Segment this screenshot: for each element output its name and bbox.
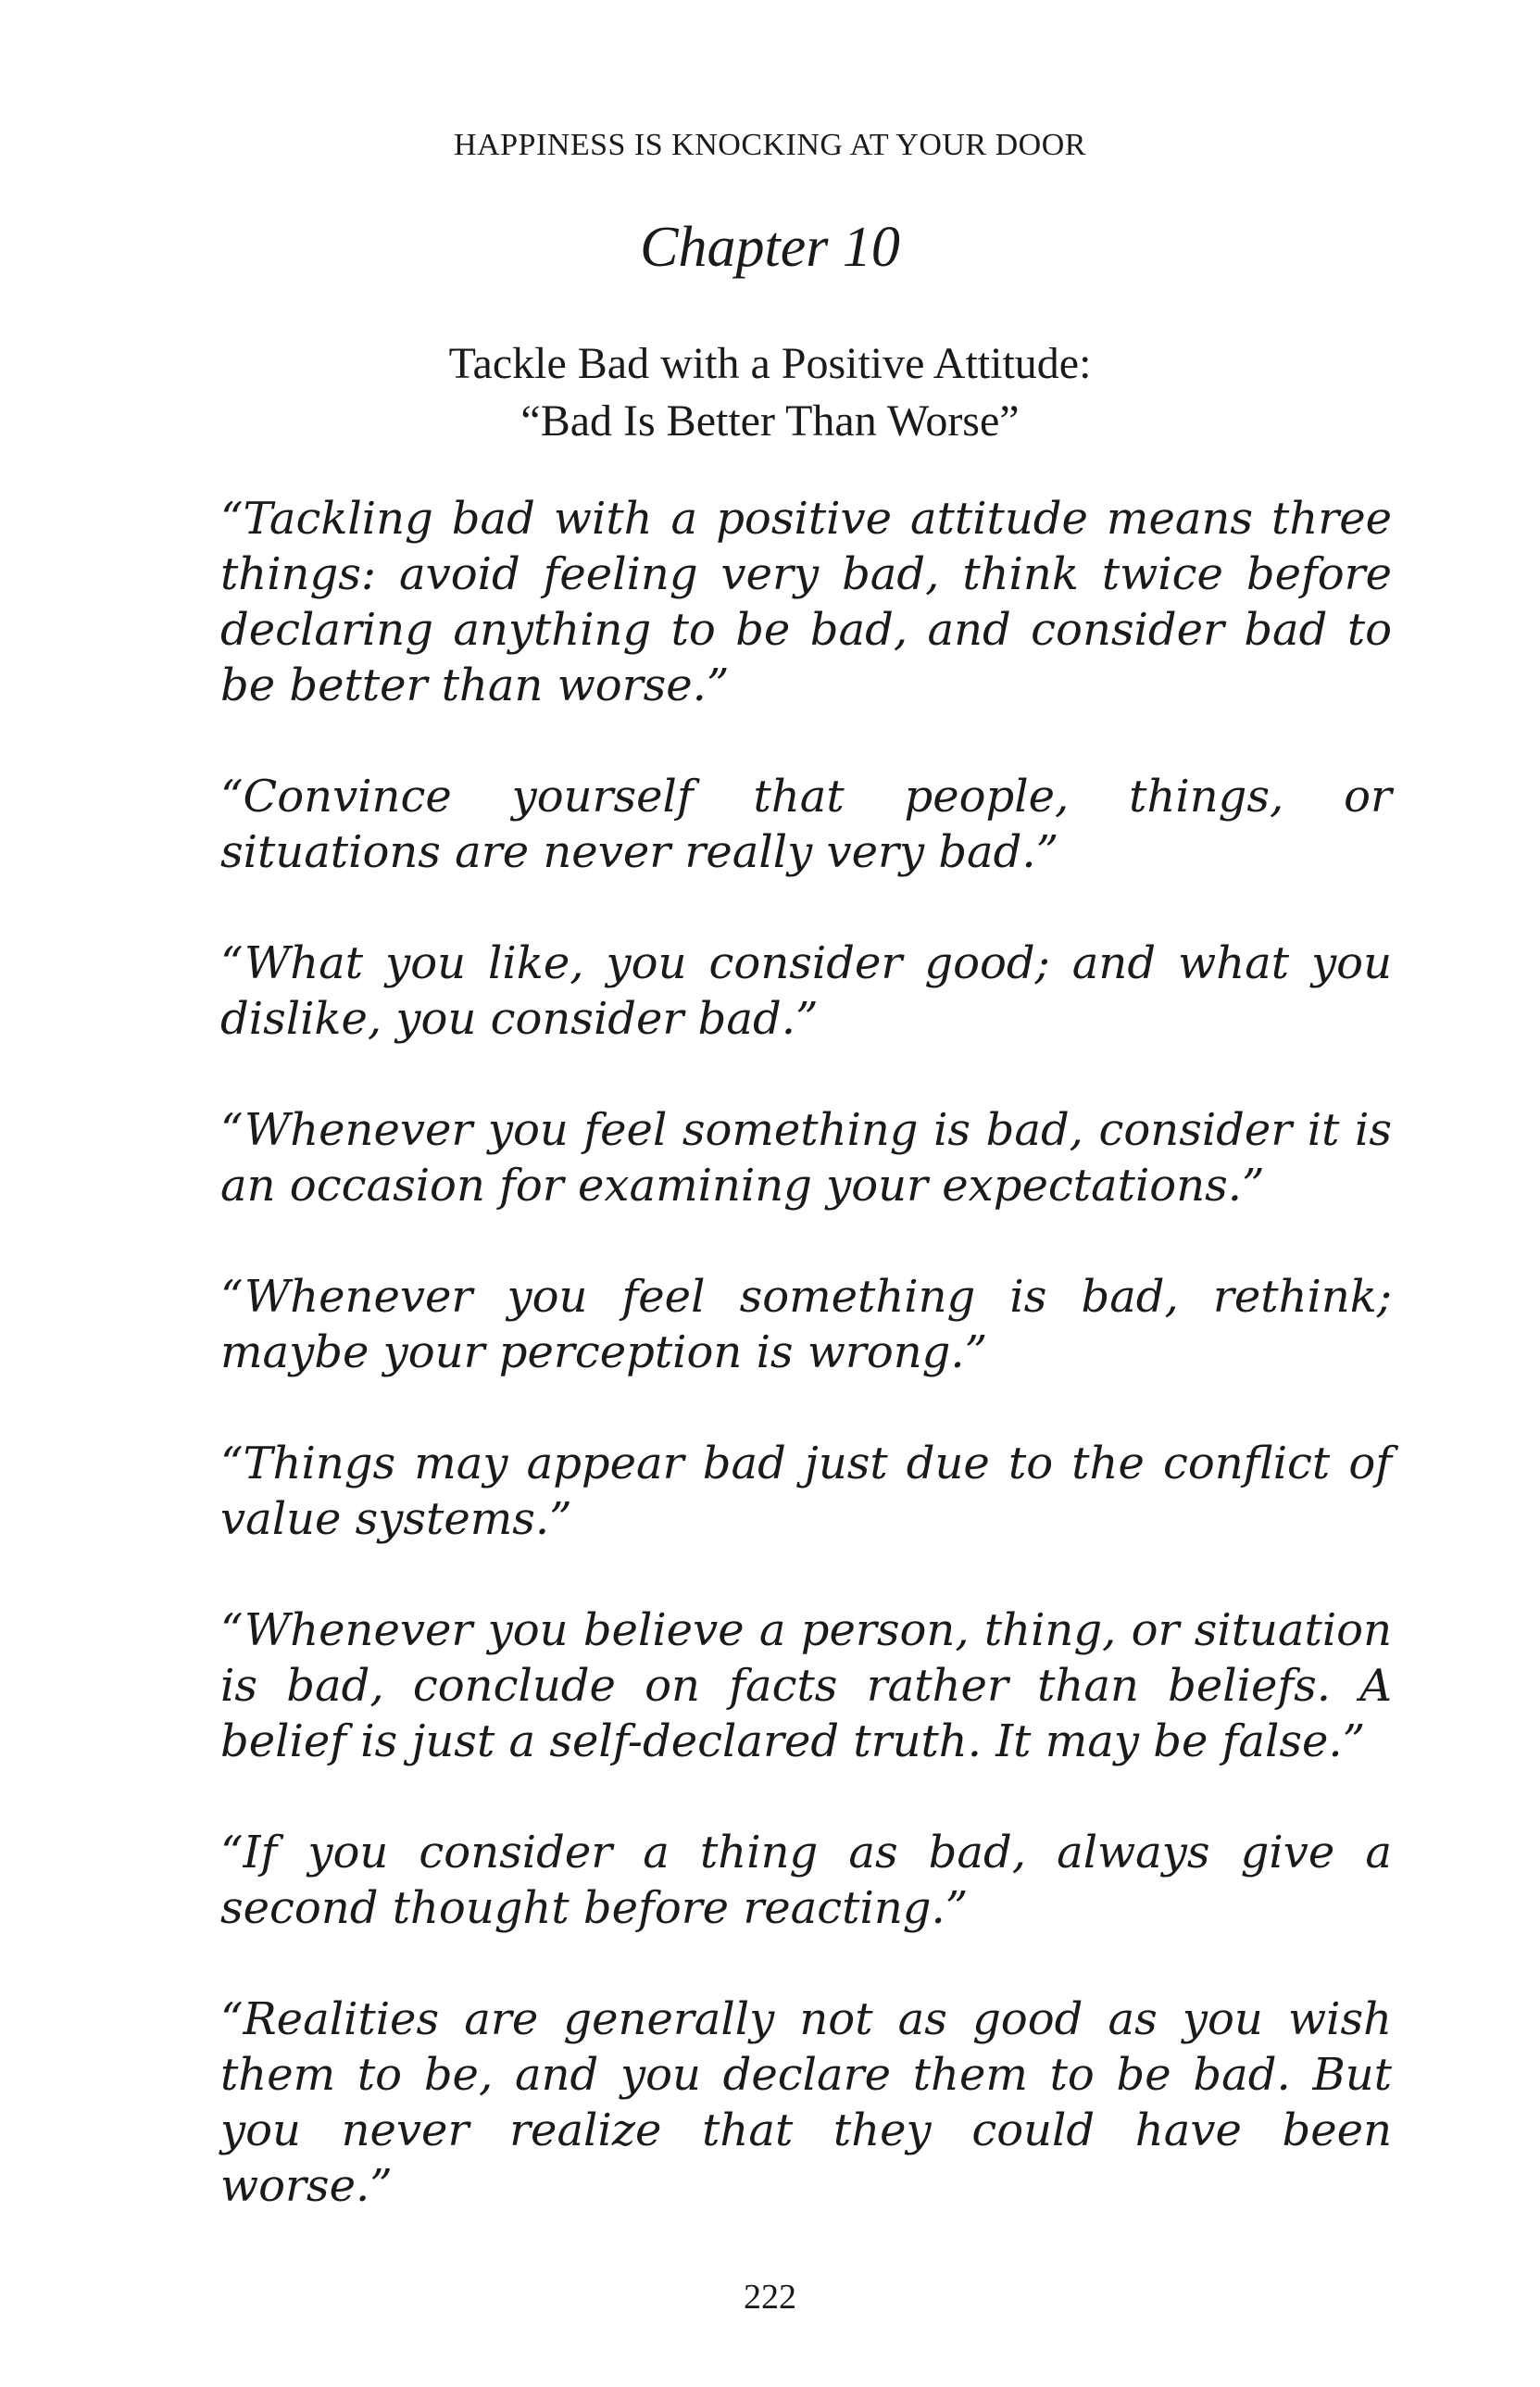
quote-paragraph: “Convince yourself that people, things, or situations are never really very bad.” [220, 771, 1392, 878]
quote-paragraph: “Whenever you feel something is bad, rethink; maybe your perception is wrong.” [220, 1271, 1392, 1378]
quote-paragraph: “Realities are generally not as good as you wish them to be, and you declare them to be bad. But you never realize that they could have been worse.” [220, 1993, 1392, 2212]
chapter-subtitle [0, 335, 1540, 450]
chapter-subtitle-line-1: Tackle Bad with a Positive Attitude: [448, 339, 1092, 388]
quote-paragraph: “Tackling bad with a positive attitude means three things: avoid feeling very bad, think twice before declaring anything to be bad, and consider bad to be better than worse.” [220, 493, 1392, 711]
quote-list [220, 491, 1392, 2269]
chapter-title: Chapter 10 [640, 216, 900, 279]
running-head: HAPPINESS IS KNOCKING AT YOUR DOOR [454, 128, 1086, 162]
quote-paragraph: “What you like, you consider good; and what you dislike, you consider bad.” [220, 937, 1392, 1045]
quote-paragraph: “Whenever you believe a person, thing, or situation is bad, conclude on facts rather than beliefs. A belief is just a self-declared truth. It may be false.” [220, 1604, 1392, 1767]
quote-paragraph: “Things may appear bad just due to the conflict of value systems.” [220, 1438, 1392, 1545]
quote-paragraph: “Whenever you feel something is bad, consider it is an occasion for examining your expectations.” [220, 1104, 1392, 1212]
chapter-subtitle-line-2: “Bad Is Better Than Worse” [520, 396, 1020, 446]
quote-paragraph: “If you consider a thing as bad, always give a second thought before reacting.” [220, 1827, 1392, 1934]
page-number: 222 [744, 2278, 796, 2317]
